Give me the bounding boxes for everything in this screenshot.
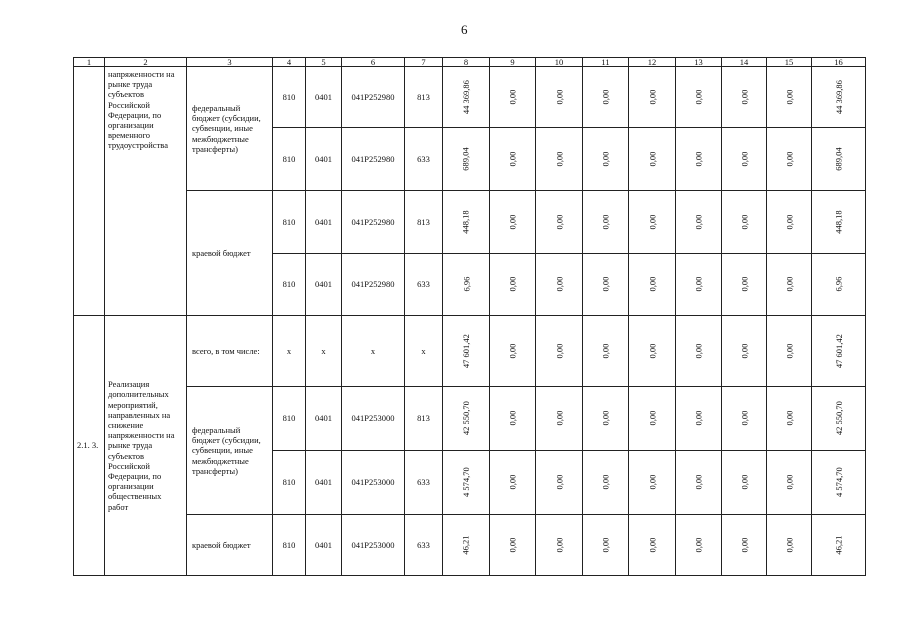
cell-col11-text: 0,00 [600, 151, 611, 167]
cell-col9 [490, 316, 536, 387]
cell-col11 [583, 67, 629, 128]
cell-col11-text: 0,00 [600, 411, 611, 426]
cell-col9 [490, 128, 536, 191]
cell-col9 [490, 451, 536, 515]
cell-col12-text: 0,00 [646, 214, 657, 230]
table-row [74, 316, 866, 387]
cell-col6: 041P252980 [342, 254, 405, 316]
cell-col15-text: 0,00 [783, 151, 794, 167]
cell-col13 [676, 387, 722, 451]
cell-col10 [536, 515, 583, 576]
cell-col10-text: 0,00 [553, 277, 564, 292]
cell-col16-text: 46,21 [833, 535, 844, 555]
cell-col15-text: 0,00 [783, 277, 794, 292]
cell-col5: 0401 [306, 451, 342, 515]
cell-col8-text: 47 601,42 [460, 334, 471, 368]
cell-col16 [812, 387, 866, 451]
cell-col9 [490, 387, 536, 451]
cell-col14 [722, 191, 767, 254]
cell-col9-text: 0,00 [507, 411, 518, 426]
cell-col8 [443, 191, 490, 254]
cell-col14-text: 0,00 [738, 537, 749, 553]
col-header: 11 [583, 58, 629, 67]
cell-col12-text: 0,00 [646, 537, 657, 553]
table-row [74, 387, 866, 451]
cell-col15 [767, 191, 812, 254]
cell-col12-text: 0,00 [646, 151, 657, 167]
table-row [74, 515, 866, 576]
col-header: 1 [74, 58, 105, 67]
cell-col11-text: 0,00 [600, 343, 611, 359]
section-code-cell [74, 67, 105, 316]
cell-col8 [443, 515, 490, 576]
cell-col9 [490, 191, 536, 254]
cell-col7: 633 [405, 451, 443, 515]
cell-col14-text: 0,00 [738, 151, 749, 167]
funding-source-regional: краевой бюджет [187, 191, 273, 316]
cell-col11-text: 0,00 [600, 89, 611, 105]
cell-col10 [536, 451, 583, 515]
cell-col15 [767, 451, 812, 515]
cell-col8 [443, 128, 490, 191]
cell-col6: 041P252980 [342, 128, 405, 191]
cell-col16 [812, 254, 866, 316]
cell-col7: 813 [405, 387, 443, 451]
cell-col8-text: 42 550,70 [460, 401, 471, 436]
cell-col12 [629, 191, 676, 254]
cell-col15 [767, 254, 812, 316]
cell-col12 [629, 515, 676, 576]
cell-col6: х [342, 316, 405, 387]
cell-col15 [767, 316, 812, 387]
col-header: 13 [676, 58, 722, 67]
cell-col16 [812, 515, 866, 576]
cell-col12-text: 0,00 [646, 475, 657, 490]
cell-col13-text: 0,00 [693, 411, 704, 426]
cell-col9-text: 0,00 [507, 277, 518, 292]
cell-col7: х [405, 316, 443, 387]
cell-col10 [536, 254, 583, 316]
cell-col8 [443, 387, 490, 451]
cell-col10-text: 0,00 [553, 411, 564, 426]
cell-col11-text: 0,00 [600, 214, 611, 230]
cell-col16-text: 448,18 [833, 210, 844, 234]
cell-col11 [583, 515, 629, 576]
cell-col4: 810 [273, 191, 306, 254]
col-header: 2 [105, 58, 187, 67]
col-header: 7 [405, 58, 443, 67]
cell-col14 [722, 451, 767, 515]
cell-col11-text: 0,00 [600, 475, 611, 490]
cell-col16 [812, 316, 866, 387]
cell-col11 [583, 254, 629, 316]
cell-col6: 041P253000 [342, 515, 405, 576]
cell-col15-text: 0,00 [783, 343, 794, 359]
cell-col7: 633 [405, 254, 443, 316]
cell-col5: 0401 [306, 515, 342, 576]
cell-col11-text: 0,00 [600, 537, 611, 553]
cell-col14-text: 0,00 [738, 214, 749, 230]
cell-col11 [583, 316, 629, 387]
cell-col14 [722, 67, 767, 128]
cell-col10 [536, 387, 583, 451]
cell-col14 [722, 128, 767, 191]
cell-col13-text: 0,00 [693, 475, 704, 490]
cell-col6: 041P252980 [342, 191, 405, 254]
cell-col13-text: 0,00 [693, 343, 704, 359]
table-row [74, 67, 866, 128]
cell-col9-text: 0,00 [507, 214, 518, 230]
cell-col15-text: 0,00 [783, 537, 794, 553]
cell-col5: 0401 [306, 128, 342, 191]
cell-col14 [722, 515, 767, 576]
cell-col8 [443, 67, 490, 128]
cell-col9 [490, 67, 536, 128]
cell-col5: 0401 [306, 67, 342, 128]
cell-col13 [676, 67, 722, 128]
column-number-row [74, 58, 866, 67]
cell-col8 [443, 254, 490, 316]
cell-col16-text: 44 369,86 [833, 80, 844, 114]
cell-col12-text: 0,00 [646, 411, 657, 426]
col-header: 15 [767, 58, 812, 67]
cell-col14-text: 0,00 [738, 411, 749, 426]
cell-col12 [629, 128, 676, 191]
cell-col16-text: 47 601,42 [833, 334, 844, 368]
cell-col10-text: 0,00 [553, 214, 564, 230]
cell-col13 [676, 128, 722, 191]
cell-col8 [443, 316, 490, 387]
cell-col8-text: 689,04 [460, 147, 471, 171]
funding-source-federal: федеральный бюджет (субсидии, субвенции, иные межбюджетные трансферты) [187, 387, 273, 515]
cell-col14-text: 0,00 [738, 475, 749, 490]
cell-col12-text: 0,00 [646, 277, 657, 292]
cell-col13 [676, 515, 722, 576]
cell-col7: 633 [405, 515, 443, 576]
cell-col9 [490, 515, 536, 576]
cell-col14 [722, 254, 767, 316]
cell-col10 [536, 191, 583, 254]
cell-col11-text: 0,00 [600, 277, 611, 292]
measure-name: напряженности на рынке труда субъектов Российской Федерации, по организации временного трудоустройства [105, 67, 187, 316]
cell-col8-text: 46,21 [460, 535, 471, 555]
cell-col15 [767, 515, 812, 576]
cell-col12-text: 0,00 [646, 343, 657, 359]
cell-col12 [629, 67, 676, 128]
cell-col13 [676, 316, 722, 387]
cell-col14-text: 0,00 [738, 89, 749, 105]
cell-col9-text: 0,00 [507, 475, 518, 490]
col-header: 10 [536, 58, 583, 67]
cell-col16-text: 4 574,70 [833, 467, 844, 498]
budget-table [73, 57, 866, 576]
cell-col4: 810 [273, 67, 306, 128]
cell-col15 [767, 67, 812, 128]
cell-col4: 810 [273, 128, 306, 191]
cell-col15-text: 0,00 [783, 89, 794, 105]
col-header: 12 [629, 58, 676, 67]
cell-col13 [676, 191, 722, 254]
cell-col16 [812, 191, 866, 254]
cell-col5: 0401 [306, 254, 342, 316]
cell-col15 [767, 387, 812, 451]
cell-col12 [629, 316, 676, 387]
cell-col16-text: 42 550,70 [833, 401, 844, 436]
cell-col8-text: 44 369,86 [460, 80, 471, 114]
cell-col7: 813 [405, 67, 443, 128]
cell-col5: 0401 [306, 191, 342, 254]
cell-col7: 813 [405, 191, 443, 254]
cell-col15-text: 0,00 [783, 411, 794, 426]
col-header: 16 [812, 58, 866, 67]
cell-col9-text: 0,00 [507, 151, 518, 167]
funding-source-federal: федеральный бюджет (субсидии, субвенции, иные межбюджетные трансферты) [187, 67, 273, 191]
cell-col9 [490, 254, 536, 316]
col-header: 3 [187, 58, 273, 67]
cell-col11 [583, 191, 629, 254]
cell-col16 [812, 67, 866, 128]
cell-col8-text: 4 574,70 [460, 467, 471, 498]
cell-col14-text: 0,00 [738, 343, 749, 359]
cell-col12 [629, 387, 676, 451]
cell-col13-text: 0,00 [693, 89, 704, 105]
section-code: 2.1. 3. [74, 316, 105, 576]
funding-source-total: всего, в том числе: [187, 316, 273, 387]
cell-col11 [583, 387, 629, 451]
cell-col6: 041P252980 [342, 67, 405, 128]
cell-col8-text: 448,18 [460, 210, 471, 234]
col-header: 14 [722, 58, 767, 67]
cell-col16 [812, 451, 866, 515]
cell-col7: 633 [405, 128, 443, 191]
cell-col15-text: 0,00 [783, 214, 794, 230]
cell-col8-text: 6,96 [460, 277, 471, 292]
col-header: 4 [273, 58, 306, 67]
col-header: 8 [443, 58, 490, 67]
cell-col10-text: 0,00 [553, 89, 564, 105]
cell-col6: 041P253000 [342, 451, 405, 515]
cell-col9-text: 0,00 [507, 537, 518, 553]
cell-col5: х [306, 316, 342, 387]
cell-col10 [536, 128, 583, 191]
cell-col10-text: 0,00 [553, 343, 564, 359]
page-number: 6 [461, 22, 468, 37]
cell-col15 [767, 128, 812, 191]
cell-col16-text: 689,04 [833, 147, 844, 171]
cell-col10-text: 0,00 [553, 537, 564, 553]
cell-col13 [676, 254, 722, 316]
cell-col16-text: 6,96 [833, 277, 844, 292]
cell-col13-text: 0,00 [693, 537, 704, 553]
cell-col10-text: 0,00 [553, 475, 564, 490]
cell-col16 [812, 128, 866, 191]
cell-col13-text: 0,00 [693, 277, 704, 292]
cell-col14 [722, 316, 767, 387]
cell-col9-text: 0,00 [507, 89, 518, 105]
cell-col4: 810 [273, 254, 306, 316]
cell-col9-text: 0,00 [507, 343, 518, 359]
col-header: 9 [490, 58, 536, 67]
funding-source-regional: краевой бюджет [187, 515, 273, 576]
cell-col10 [536, 67, 583, 128]
cell-col4: х [273, 316, 306, 387]
cell-col8 [443, 451, 490, 515]
cell-col11 [583, 451, 629, 515]
col-header: 5 [306, 58, 342, 67]
cell-col12 [629, 451, 676, 515]
cell-col12 [629, 254, 676, 316]
cell-col13 [676, 451, 722, 515]
cell-col4: 810 [273, 451, 306, 515]
col-header: 6 [342, 58, 405, 67]
cell-col10-text: 0,00 [553, 151, 564, 167]
cell-col13-text: 0,00 [693, 151, 704, 167]
cell-col6: 041P253000 [342, 387, 405, 451]
cell-col15-text: 0,00 [783, 475, 794, 490]
cell-col13-text: 0,00 [693, 214, 704, 230]
cell-col4: 810 [273, 515, 306, 576]
cell-col4: 810 [273, 387, 306, 451]
cell-col12-text: 0,00 [646, 89, 657, 105]
measure-name: Реализация дополнительных мероприятий, направленных на снижение напряженности на рынке труда субъектов Российской Федерации, по организации общественных работ [105, 316, 187, 576]
cell-col14 [722, 387, 767, 451]
cell-col10 [536, 316, 583, 387]
table-row [74, 191, 866, 254]
cell-col11 [583, 128, 629, 191]
cell-col5: 0401 [306, 387, 342, 451]
cell-col14-text: 0,00 [738, 277, 749, 292]
